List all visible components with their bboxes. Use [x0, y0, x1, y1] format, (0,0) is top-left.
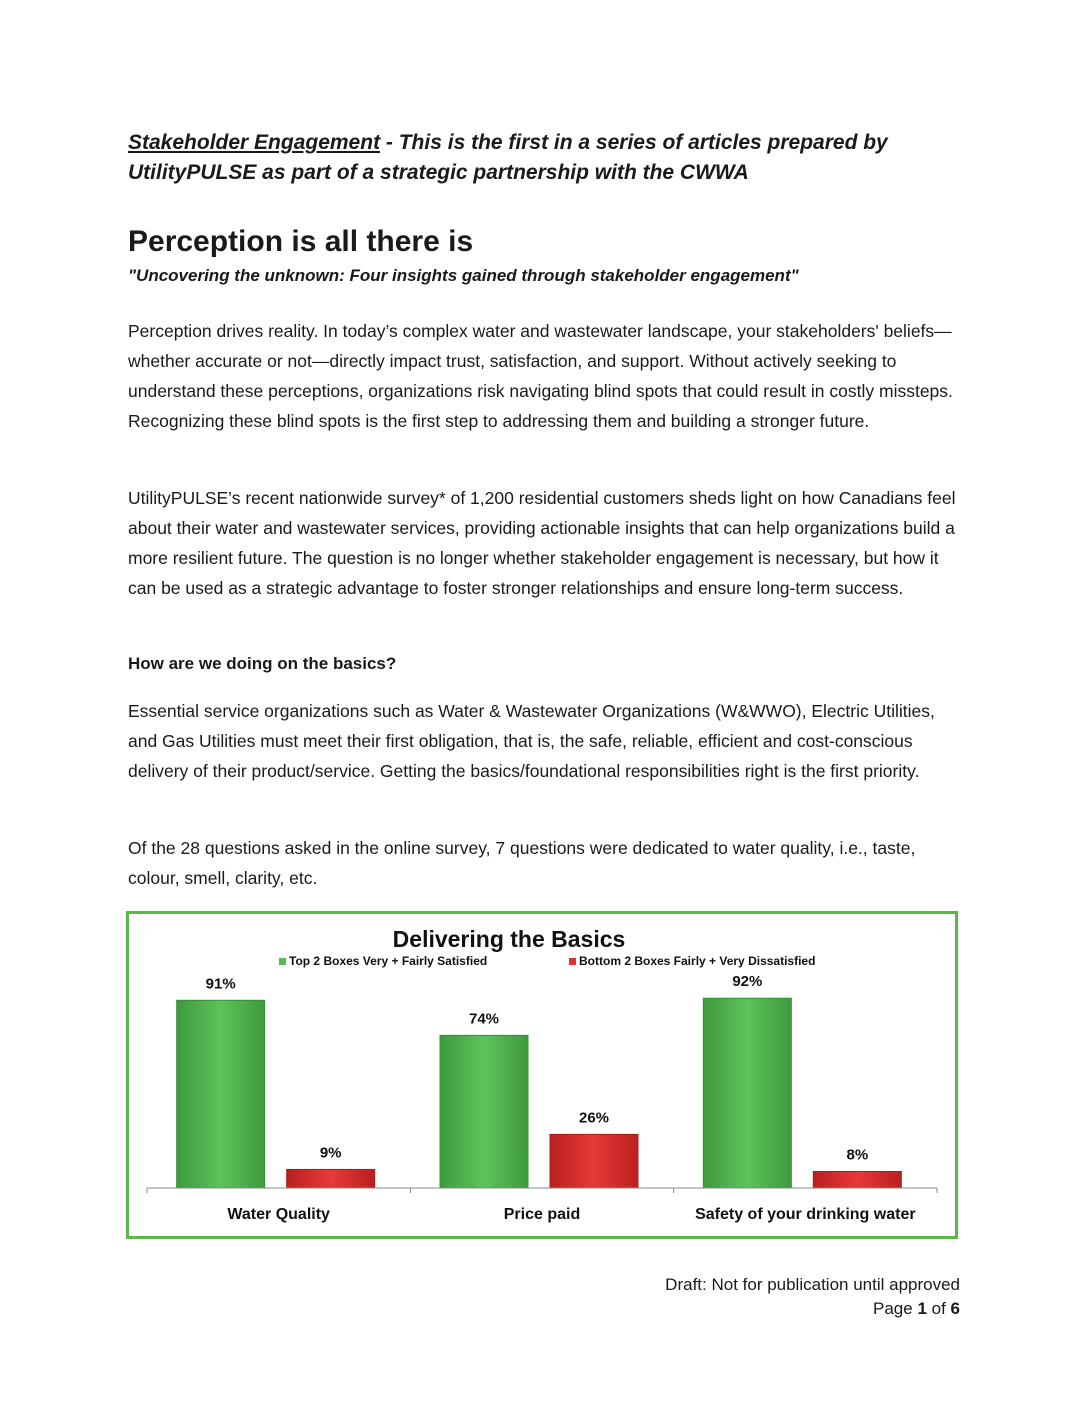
chart-frame: [126, 911, 958, 1239]
data-label: 9%: [319, 1144, 342, 1162]
paragraph: Perception drives reality. In today’s complex water and wastewater landscape, your stakeholders' beliefs—whether accurate or not—directly impact trust, satisfaction, and support. Without actively seeking to understand these perceptions, organizations risk navigating blind spots that could result in costly missteps. Recognizing these blind spots is the first step to addressing them and building a stronger future.: [128, 321, 953, 431]
paragraph: Essential service organizations such as Water & Wastewater Organizations (W&WWO), Electric Utilities, and Gas Utilities must meet their first obligation, that is, the safe, reliable, efficient and cost-conscious delivery of their product/service. Getting the basics/foundational responsibilities right is the first priority.: [128, 701, 935, 781]
page-footer: [665, 1273, 960, 1321]
bar-chart: [129, 914, 955, 1236]
chart-bars: [177, 973, 902, 1188]
data-label: 8%: [846, 1146, 869, 1164]
page-title: Perception is all there is: [128, 225, 474, 258]
bar: [177, 1000, 265, 1188]
chart-title: Delivering the Basics: [392, 926, 626, 952]
page-current: 1: [917, 1299, 927, 1318]
data-label: 91%: [205, 975, 236, 993]
bar: [813, 1171, 901, 1188]
category-label: Safety of your drinking water: [695, 1206, 916, 1223]
kicker: Stakeholder Engagement: [128, 131, 381, 154]
paragraph: Of the 28 questions asked in the online survey, 7 questions were dedicated to water quality, i.e., taste, colour, smell, clarity, etc.: [128, 838, 916, 888]
section-heading: How are we doing on the basics?: [128, 654, 397, 673]
paragraph: UtilityPULSE’s recent nationwide survey* of 1,200 residential customers sheds light on how Canadians feel about their water and wastewater services, providing actionable insights that can help organizations build a more resilient future. The question is no longer whether stakeholder engagement is necessary, but how it can be used as a strategic advantage to foster stronger relationships and ensure long-term success.: [128, 488, 956, 598]
legend-label: Bottom 2 Boxes Fairly + Very Dissatisfied: [579, 954, 816, 968]
lead-paragraph: [128, 128, 963, 188]
category-label: Price paid: [503, 1206, 581, 1223]
page-total: 6: [950, 1299, 960, 1318]
legend-label: Top 2 Boxes Very + Fairly Satisfied: [289, 954, 488, 968]
page-mid: of: [926, 1299, 951, 1318]
page-number: [665, 1297, 960, 1321]
x-axis-ticks: [147, 1188, 937, 1193]
bar: [550, 1134, 638, 1188]
category-label: Water Quality: [227, 1206, 330, 1223]
bar: [440, 1035, 528, 1188]
chart-legend: [279, 954, 815, 968]
bar: [703, 998, 791, 1188]
data-label: 26%: [578, 1109, 610, 1127]
x-axis-labels: [227, 1206, 915, 1223]
lead-text: - This is the first in a series of articles prepared by UtilityPULSE as part of a strategic partnership with the CWWA: [128, 131, 888, 184]
data-label: 74%: [468, 1010, 500, 1028]
subtitle: "Uncovering the unknown: Four insights gained through stakeholder engagement": [128, 266, 799, 285]
page-prefix: Page: [873, 1299, 918, 1318]
draft-note: Draft: Not for publication until approved: [665, 1275, 960, 1294]
legend-swatch: [569, 958, 576, 965]
bar: [287, 1169, 375, 1188]
document-page: [128, 128, 963, 888]
data-label: 92%: [732, 973, 763, 991]
legend-swatch: [279, 958, 286, 965]
